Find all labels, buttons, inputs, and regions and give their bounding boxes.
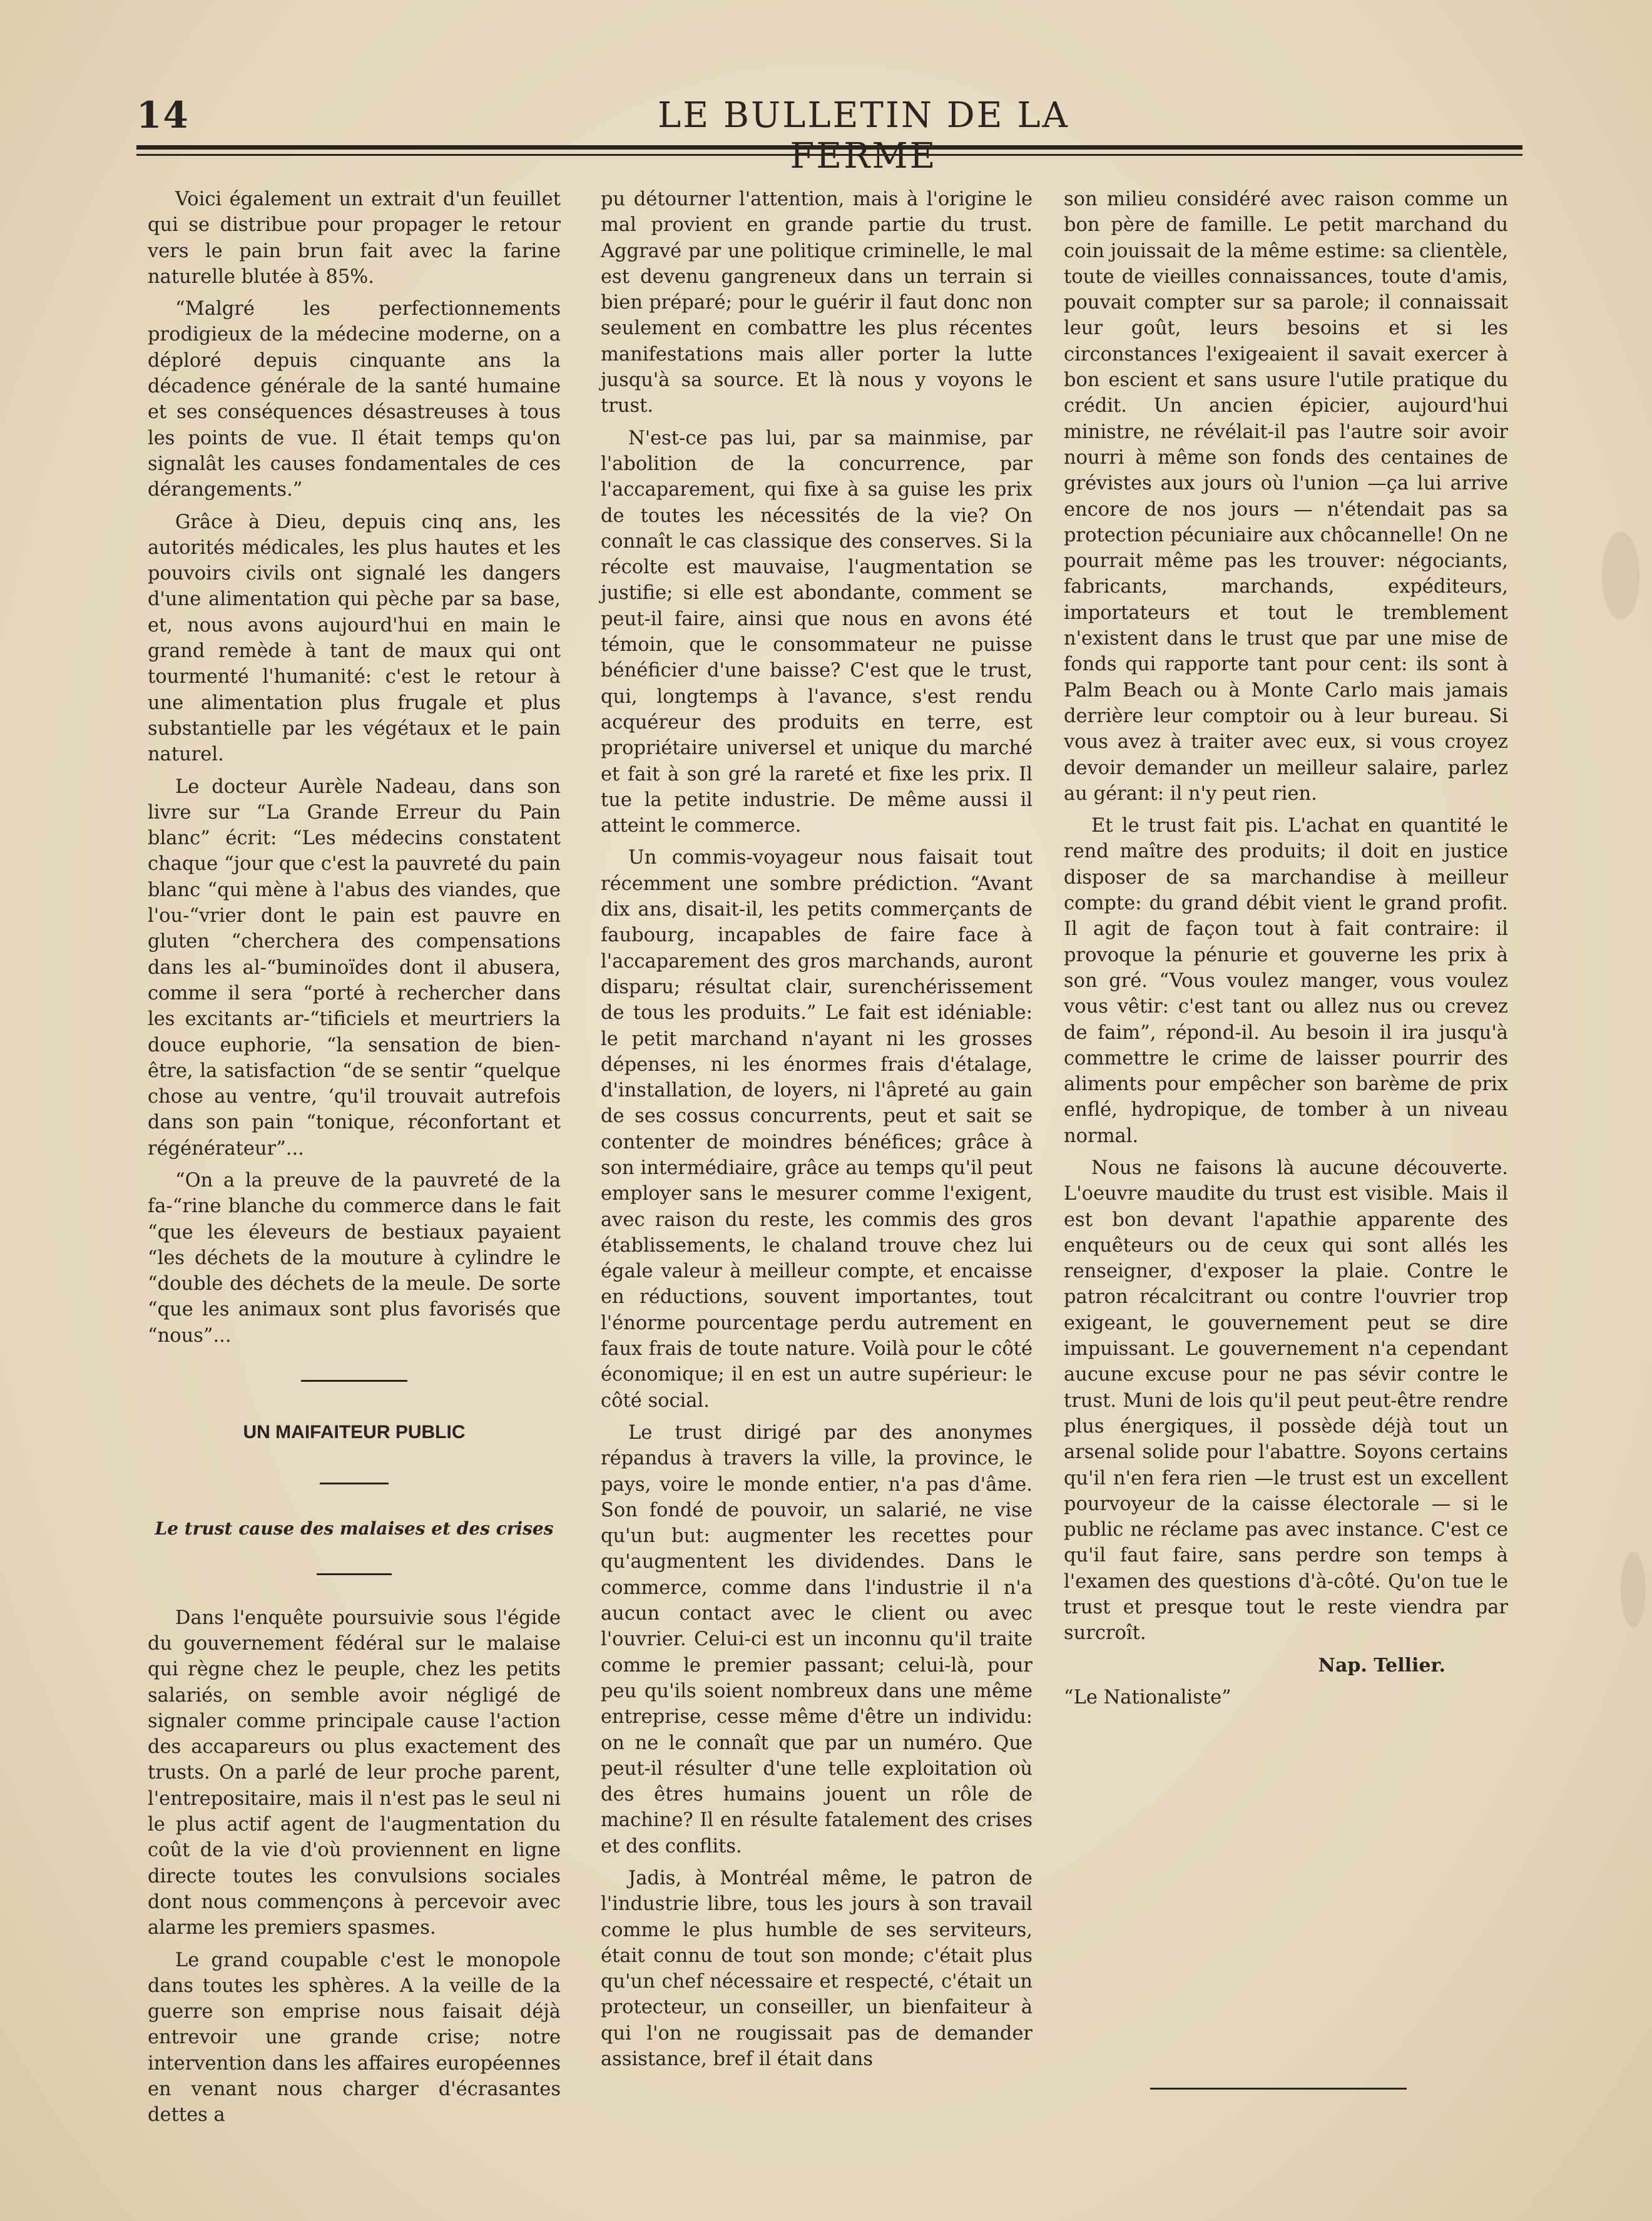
body-paragraph: “On a la preuve de la pauvreté de la fa-“rine blanche du commerce dans le fait “que les éleveurs de bestiaux payaient “les déchets de la mouture à cylindre le “double des déchets de la meule. De sorte “que les animaux sont plus favorisés que “nous”...: [148, 1169, 561, 1347]
page-number: 14: [136, 94, 190, 136]
body-paragraph: Un commis-voyageur nous faisait tout récemment une sombre prédiction. “Avant dix ans, disait-il, les petits commerçants de faubourg, incapables de faire face à l'accaparement des gros marchands, auront disparu; résultat clair, surenchérissement de tous les produits.” Le fait est idéniable: le petit marchand n'ayant ni les grosses dépenses, ni les énormes frais d'étalage, d'installation, de loyers, ni l'âpreté au gain de ses cossus concurrents, peut et sait se contenter de moindres bénéfices; grâce à son intermédiaire, grâce au temps qu'il peut employer sans le mesurer comme l'exigent, avec raison du reste, les commis des gros établissements, le chaland trouve chez lui égale valeur à meilleur compte, et encaisse en réductions, souvent importantes, tout l'énorme pourcentage perdu autrement en faux frais de toute nature. Voilà pour le côté économique; il en est un autre supérieur: le côté social.: [601, 847, 1032, 1412]
body-paragraph: Jadis, à Montréal même, le patron de l'industrie libre, tous les jours à son travail comme le plus humble de ses serviteurs, était connu de tout son monde; c'était plus qu'un chef nécessaire et respecté, c'était un protecteur, un conseiller, un bienfaiteur à qui l'on ne rougissait pas de demander assistance, bref il était dans: [601, 1867, 1032, 2071]
body-paragraph: Le docteur Aurèle Nadeau, dans son livre sur “La Grande Erreur du Pain blanc” écrit: “Les médecins constatent chaque “jour que c'est la pauvreté du pain blanc “qui mène à l'abus des viandes, que l'ou-“vrier dont le pain est pauvre en gluten “cherchera des compensations dans les al-“buminoïdes dont il abusera, comme il sera “porté à rechercher dans les excitants ar-“tificiels et meurtriers la douce euphorie, “la sensation de bien-être, la satisfaction “de se sentir “quelque chose au ventre, ‘qu'il trouvait autrefois dans son pain “tonique, réconfortant et régénérateur”...: [148, 775, 561, 1160]
paper-stain: [1621, 1552, 1646, 1627]
header-rule: [136, 145, 1522, 150]
body-paragraph: son milieu considéré avec raison comme un bon père de famille. Le petit marchand du coin jouissait de la même estime: sa clientèle, toute de vieilles connaissances, toute d'amis, pouvait compter sur sa parole; il connaissait leur goût, leurs besoins et si les circonstances l'exigeaient il savait exercer à bon escient et sans usure l'utile pratique du crédit. Un ancien épicier, aujourd'hui ministre, ne révélait-il pas l'autre soir avoir nourri à même son fonds des centaines de grévistes aux jours où l'union —ça lui arrive encore de nos jours — n'étendait pas sa protection pécuniaire aux chôcannelle! On ne pourrait même pas les trouver: négociants, fabricants, marchands, expéditeurs, importateurs et tout le tremblement n'existent dans le trust que par une mise de fonds qui rapporte tant pour cent: ils sont à Palm Beach ou à Monte Carlo mais jamais derrière leur comptoir ou à leur bureau. Si vous avez à traiter avec eux, si vous croyez devoir demander un meilleur salaire, parlez au gérant: il n'y peut rien.: [1064, 188, 1508, 805]
separator-rule: [301, 1380, 407, 1382]
body-paragraph: Nous ne faisons là aucune découverte. L'oeuvre maudite du trust est visible. Mais il est bon devant l'apathie apparente des enquêteurs ou de ceux qui sont allés les renseigner, d'exposer la plaie. Contre le patron récalcitrant ou contre l'ouvrier trop exigeant, le gouvernement peut se dire impuissant. Le gouvernement n'a cependant aucune excuse pour ne pas sévir contre le trust. Muni de lois qu'il peut peut-être rendre plus énergiques, il possède déjà tout un arsenal solide pour l'abattre. Soyons certains qu'il n'en fera rien —le trust est un excellent pourvoyeur de la caisse électorale — si le public ne réclame pas avec instance. C'est ce qu'il faut faire, sans perdre son temps à l'examen des questions d'à-côté. Qu'on tue le trust et presque tout le reste viendra par surcroît.: [1064, 1156, 1508, 1645]
column-1: [148, 186, 561, 2135]
source-credit: “Le Nationaliste”: [1064, 1686, 1231, 1708]
body-paragraph: Grâce à Dieu, depuis cinq ans, les autorités médicales, les plus hautes et les pouvoirs civils ont signalé les dangers d'une alimentation qui pèche par sa base, et, nous avons aujourd'hui en main le grand remède à tant de maux qui ont tourmenté l'humanité: c'est le retour à une alimentation plus frugale et plus substantielle par les végétaux et le pain naturel.: [148, 511, 561, 766]
author-signature: Nap. Tellier.: [1318, 1654, 1446, 1677]
body-paragraph: pu détourner l'attention, mais à l'origine le mal provient en grande partie du trust. Aggravé par une politique criminelle, le mal est devenu gangreneux dans un terrain si bien préparé; pour le guérir il faut donc non seulement en combattre les plus récentes manifestations mais aller porter la lutte jusqu'à sa source. Et là nous y voyons le trust.: [601, 188, 1032, 417]
column-2: [601, 186, 1032, 2078]
separator-rule: [317, 1573, 392, 1575]
intro-paragraph: Voici également un extrait d'un feuillet qui se distribue pour propager le retour vers le pain brun fait avec la farine naturelle blutée à 85%.: [148, 188, 561, 288]
subsection-title: Le trust cause des malaises et des crises: [155, 1518, 554, 1539]
paper-stain: [1602, 532, 1639, 620]
end-rule: [1150, 2088, 1407, 2090]
body-paragraph: Et le trust fait pis. L'achat en quantité le rend maître des produits; il doit en justice disposer de sa marchandise à meilleur compte: du grand débit vient le grand profit. Il agit de façon tout à fait contraire: il provoque la pénurie et gouverne les prix à son gré. “Vous voulez manger, vous voulez vous vêtir: c'est tant ou allez nus ou crevez de faim”, répond-il. Au besoin il ira jusqu'à commettre le crime de laisser pourrir des aliments pour empêcher son barème de prix enflé, hydropique, de tomber à un niveau normal.: [1064, 815, 1508, 1147]
body-paragraph: N'est-ce pas lui, par sa mainmise, par l'abolition de la concurrence, par l'accaparement, qui fixe à sa guise les prix de toutes les nécessités de la vie? On connaît le cas classique des conserves. Si la récolte est mauvaise, l'augmentation se justifie; si elle est abondante, comment se peut-il faire, ainsi que nous en avons été témoin, que le consommateur ne puisse bénéficier d'une baisse? C'est que le trust, qui, longtemps à l'avance, s'est rendu acquéreur des produits en terre, est propriétaire universel et unique du marché et fait à son gré la rareté et fixe les prix. Il tue la petite industrie. De même aussi il atteint le commerce.: [601, 427, 1032, 837]
publication-title: LE BULLETIN DE LA FERME: [658, 95, 1069, 176]
body-paragraph: Dans l'enquête poursuivie sous l'égide du gouvernement fédéral sur le malaise qui règne chez le peuple, chez les petits salariés, on semble avoir négligé de signaler comme principale cause l'action des accapareurs ou plus exactement des trusts. On a parlé de leur proche parent, l'entrepositaire, mais il n'est pas le seul ni le plus actif agent de l'augmentation du coût de la vie d'où proviennent en ligne directe toutes les convulsions sociales dont nous commençons à percevoir avec alarme les premiers spasmes.: [148, 1606, 561, 1939]
section-title: UN MAIFAITEUR PUBLIC: [243, 1422, 466, 1443]
header-rule-thin: [136, 154, 1522, 156]
quote-paragraph: “Malgré les perfectionnements prodigieux de la médecine moderne, on a déploré depuis cinquante ans la décadence générale de la santé humaine et ses conséquences désastreuses à tous les points de vue. Il était temps qu'on signalât les causes fondamentales de ces dérangements.”: [148, 298, 561, 501]
body-paragraph: Le trust dirigé par des anonymes répandus à travers la ville, la province, le pays, voire le monde entier, n'a pas d'âme. Son fondé de pouvoir, un salarié, ne vise qu'un but: augmenter les recettes pour qu'augmentent les dividendes. Dans le commerce, comme dans l'industrie il n'a aucun contact avec le client ou avec l'ouvrier. Celui-ci est un inconnu qu'il traite comme le premier passant; celui-là, pour peu qu'ils soient nombreux dans une même entreprise, cesse même d'être un individu: on ne le connaît que par un numéro. Que peut-il résulter d'une telle exploitation où des êtres humains jouent un rôle de machine? Il en résulte fatalement des crises et des conflits.: [601, 1421, 1032, 1857]
separator-rule: [320, 1483, 389, 1484]
column-3: [1064, 186, 1508, 1717]
body-paragraph: Le grand coupable c'est le monopole dans toutes les sphères. A la veille de la guerre son emprise nous faisait déjà entrevoir une grande crise; notre intervention dans les affaires européennes en venant nous charger d'écrasantes dettes a: [148, 1949, 561, 2127]
